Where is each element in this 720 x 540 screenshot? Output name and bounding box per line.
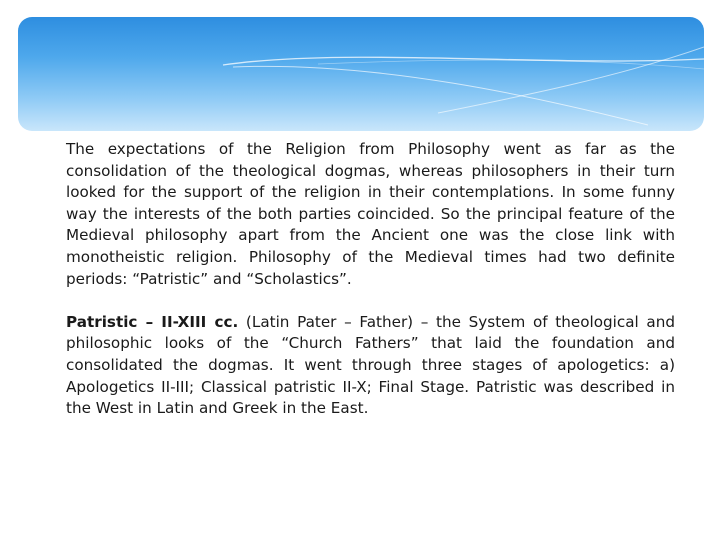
- header-banner: [18, 17, 704, 131]
- patristic-paragraph-text: (Latin Pater – Father) – the System of theological and philosophic looks of the “Church Fathers” that laid the foundation and consolidated the dogmas. It went through three stages of apologetics: a) Apologetics II-III; Classical patristic II-X; Final Stage. Patristic was described in the West in Latin and Greek in the East.: [66, 312, 675, 418]
- slide-body: [66, 139, 675, 420]
- patristic-heading: Patristic – II-XIII cc.: [66, 312, 239, 331]
- decorative-swoosh-lines: [18, 17, 704, 131]
- intro-paragraph: [66, 139, 675, 290]
- intro-paragraph-text: The expectations of the Religion from Philosophy went as far as the consolidation of the theological dogmas, whereas philosophers in their turn looked for the support of the religion in their contemplations. In some funny way the interests of the both parties coincided. So the principal feature of the Medieval philosophy apart from the Ancient one was the close link with monotheistic religion. Philosophy of the Medieval times had two definite periods: “Patristic” and “Scholastics”.: [66, 140, 675, 288]
- patristic-paragraph: [66, 312, 675, 420]
